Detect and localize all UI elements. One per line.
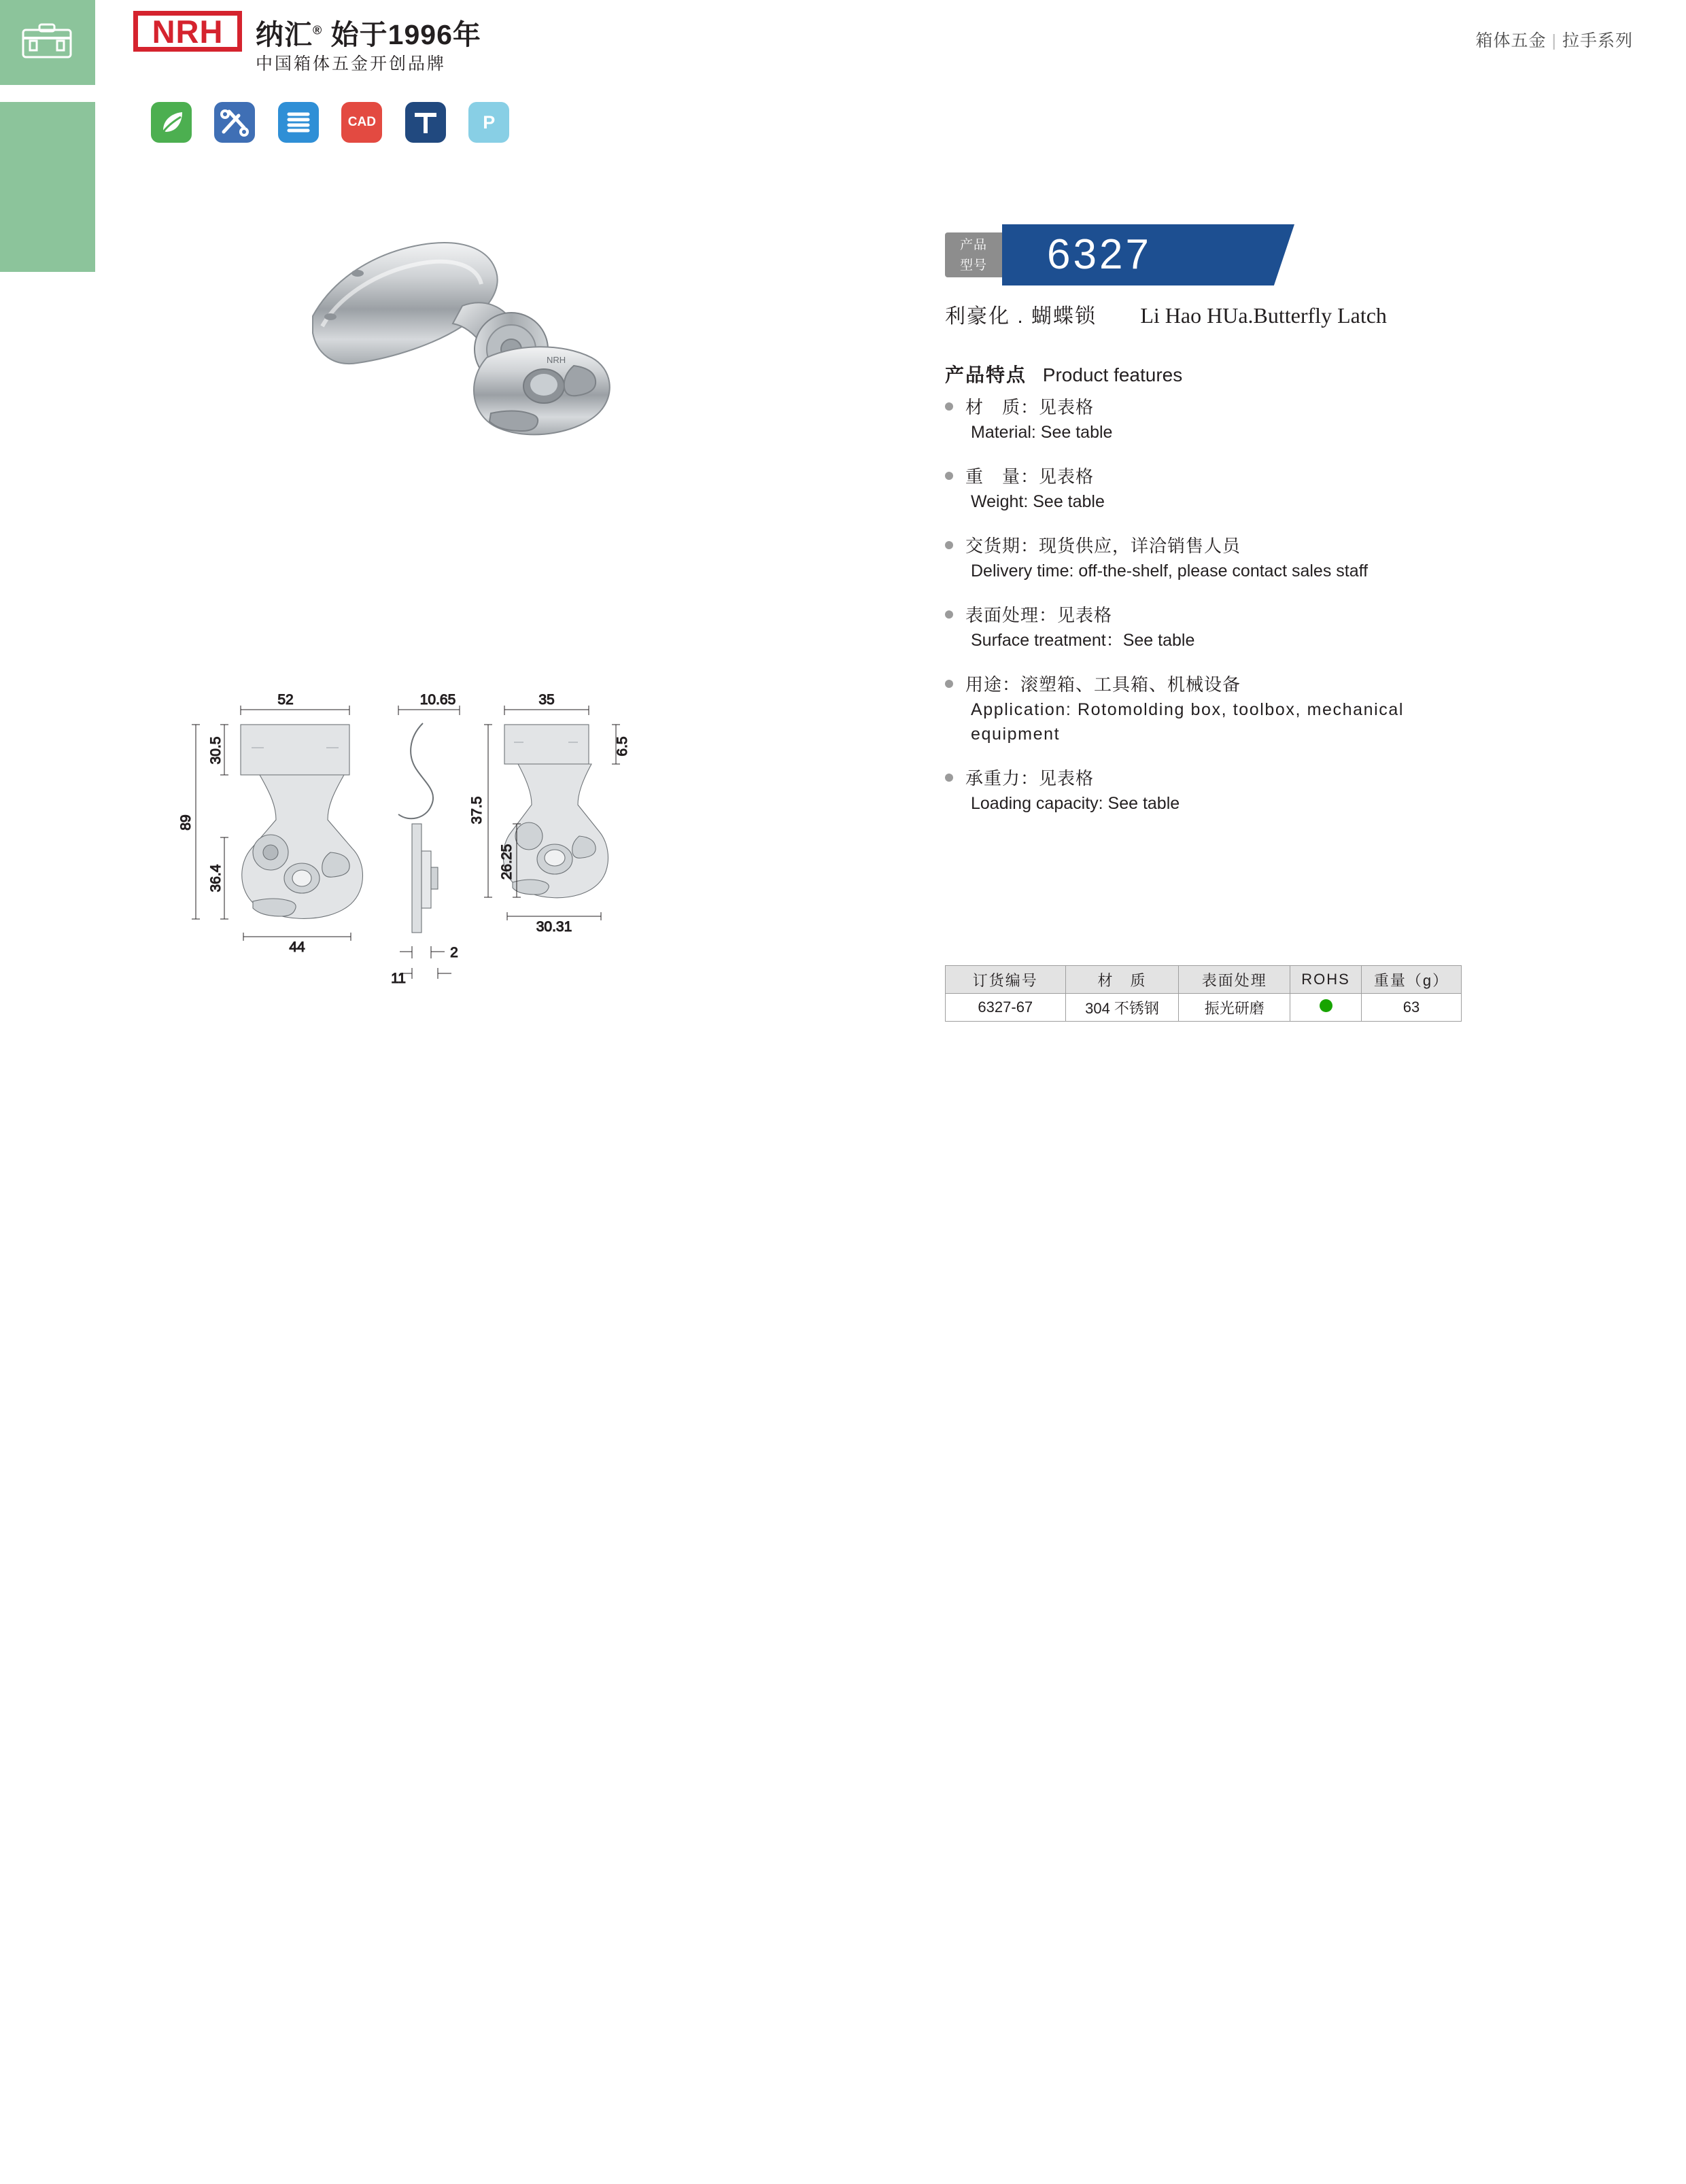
- header-series-label: 拉手系列: [1562, 31, 1633, 50]
- col-material: 材 质: [1065, 966, 1179, 994]
- feature-en: Surface treatment：See table: [971, 631, 1195, 650]
- bullet-icon: [945, 610, 953, 619]
- feature-icon-strip: [151, 102, 529, 151]
- feature-item: [945, 464, 1577, 514]
- model-row: [945, 224, 1577, 290]
- feature-en: Material: See table: [971, 423, 1113, 442]
- cell-surface: 振光研磨: [1179, 994, 1290, 1022]
- feature-cn: 重 量：见表格: [965, 466, 1095, 487]
- features-list: [945, 394, 1577, 835]
- cell-weight: 63: [1361, 994, 1461, 1022]
- col-rohs: ROHS: [1290, 966, 1362, 994]
- svg-text:NRH: NRH: [547, 355, 566, 365]
- brand-name: [256, 12, 481, 52]
- model-label-line2: 型号: [959, 258, 987, 273]
- feature-item: [945, 602, 1577, 653]
- brand-subtitle: 中国箱体五金开创品牌: [256, 54, 447, 73]
- tools-icon[interactable]: [214, 102, 255, 143]
- table-header-row: [946, 966, 1462, 994]
- t-handle-icon[interactable]: [405, 102, 446, 143]
- feature-item: [945, 533, 1577, 583]
- dim-back-height-total: 37.5: [469, 796, 485, 825]
- feature-en: Loading capacity: See table: [971, 794, 1180, 813]
- model-label-line1: 产品: [959, 238, 987, 252]
- dim-front-width-top: 52: [277, 692, 294, 708]
- bullet-icon: [945, 402, 953, 411]
- feature-cn: 用途：滚塑箱、工具箱、机械设备: [965, 674, 1241, 695]
- feature-cn: 交货期：现货供应，详洽销售人员: [965, 536, 1241, 556]
- leaf-icon[interactable]: [151, 102, 192, 143]
- col-order-no: 订货编号: [946, 966, 1066, 994]
- product-name: [945, 299, 1387, 329]
- dim-side-depth: 10.65: [419, 692, 456, 708]
- specification-table: [945, 965, 1462, 1022]
- brand-name-cn: 纳汇: [256, 19, 313, 50]
- feature-en: Application: Rotomolding box, toolbox, mechanical equipment: [971, 700, 1405, 744]
- cell-material: 304 不锈钢: [1065, 994, 1179, 1022]
- feature-item: [945, 672, 1577, 746]
- col-weight: 重量（g）: [1361, 966, 1461, 994]
- product-info-panel: [945, 224, 1577, 1017]
- dim-front-height-top: 30.5: [208, 736, 224, 765]
- dim-side-bottom: 11: [391, 971, 406, 986]
- feature-cn: 承重力：见表格: [965, 768, 1095, 788]
- col-surface: 表面处理: [1179, 966, 1290, 994]
- side-view: [398, 723, 438, 933]
- model-label: [945, 232, 1002, 277]
- p-icon[interactable]: [468, 102, 509, 143]
- feature-item: [945, 765, 1577, 816]
- bullet-icon: [945, 541, 953, 549]
- header-category: [1475, 27, 1633, 52]
- product-photo: [292, 224, 795, 578]
- dim-front-width-bottom: 44: [289, 939, 305, 955]
- dim-back-width-top: 35: [538, 692, 555, 708]
- product-name-cn: 利豪化 . 蝴蝶锁: [945, 305, 1097, 328]
- feature-item: [945, 394, 1577, 445]
- feature-en: Weight: See table: [971, 492, 1105, 511]
- brand-logo: [133, 8, 487, 76]
- product-name-en: Li Hao HUa.Butterfly Latch: [1140, 303, 1387, 328]
- cell-order-no: 6327-67: [946, 994, 1066, 1022]
- p-icon-label: P: [483, 112, 496, 133]
- dim-side-thickness: 2: [450, 945, 458, 960]
- cad-icon[interactable]: [341, 102, 382, 143]
- table-row: [946, 994, 1462, 1022]
- dim-front-height-total: 89: [178, 814, 194, 831]
- bullet-icon: [945, 774, 953, 782]
- spring-icon[interactable]: [278, 102, 319, 143]
- technical-drawings: [156, 680, 891, 1060]
- model-number: 6327: [1047, 231, 1152, 278]
- features-title-cn: 产品特点: [945, 364, 1027, 385]
- dim-front-height-lower: 36.4: [208, 864, 224, 892]
- header-category-label: 箱体五金: [1475, 31, 1547, 50]
- back-view: [503, 725, 608, 898]
- cad-icon-label: CAD: [347, 115, 376, 129]
- rohs-status-dot: [1320, 999, 1332, 1012]
- feature-cn: 表面处理：见表格: [965, 605, 1113, 625]
- feature-cn: 材 质：见表格: [965, 397, 1095, 417]
- left-color-rail: [0, 0, 95, 2184]
- feature-en: Delivery time: off-the-shelf, please contact sales staff: [971, 561, 1369, 580]
- features-title: [945, 360, 1182, 387]
- dim-back-height-lower: 26.25: [499, 844, 515, 880]
- dim-back-right-small: 6.5: [615, 736, 630, 757]
- rail-block-bottom: [0, 102, 95, 272]
- page-header: [0, 0, 1686, 85]
- header-separator: |: [1551, 31, 1557, 50]
- dim-back-width-bottom: 30.31: [536, 919, 572, 935]
- brand-registered-mark: ®: [313, 23, 323, 37]
- features-title-en: Product features: [1042, 364, 1183, 385]
- logo-nrh-mark: NRH: [133, 11, 242, 52]
- cell-rohs: [1290, 994, 1362, 1022]
- bullet-icon: [945, 680, 953, 688]
- bullet-icon: [945, 472, 953, 480]
- brand-tagline: 始于1996年: [330, 19, 481, 50]
- front-view: [241, 725, 363, 918]
